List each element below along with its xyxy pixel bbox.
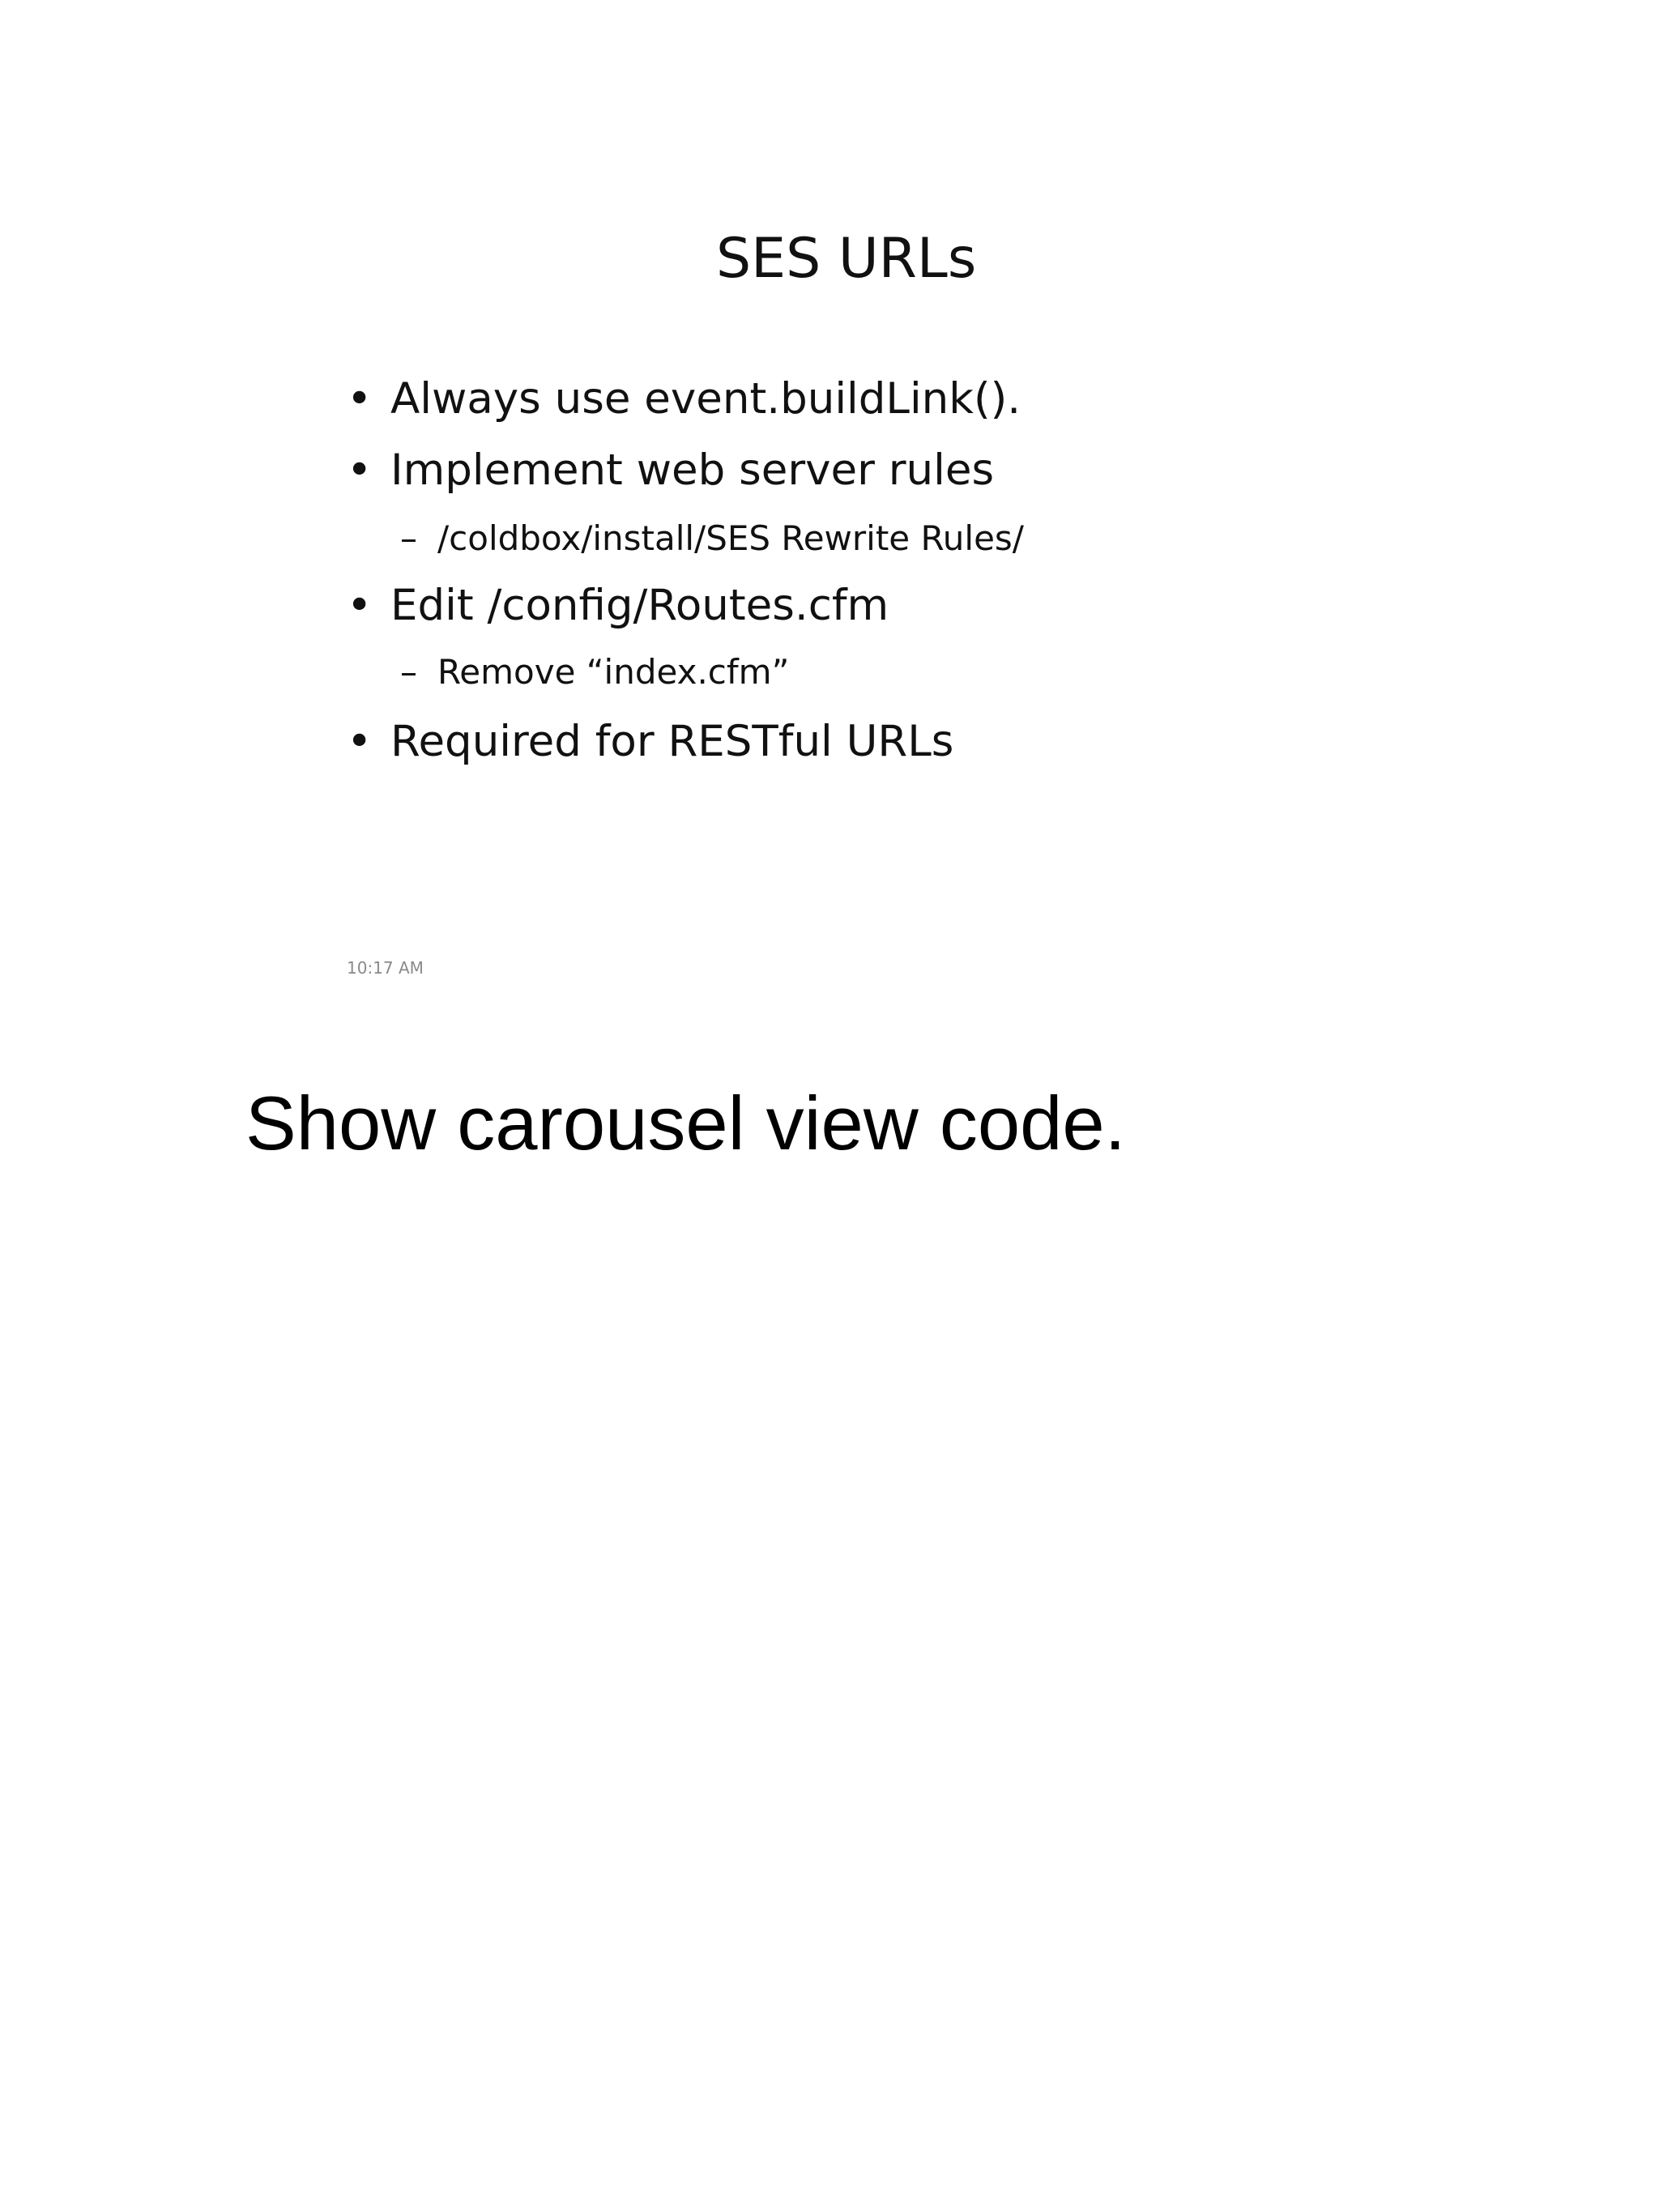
sub-bullet-item [400, 652, 790, 692]
bullet-marker: • [347, 445, 373, 495]
bullet-text: Implement web server rules [390, 445, 995, 495]
sub-bullet-text: /coldbox/install/SES Rewrite Rules/ [437, 518, 1024, 558]
bullet-item [347, 717, 954, 766]
bullet-marker: • [347, 581, 373, 630]
bullet-text: Always use event.buildLink(). [390, 374, 1021, 424]
sub-bullet-text: Remove “index.cfm” [437, 652, 790, 692]
bullet-item [347, 445, 995, 495]
bullet-text: Required for RESTful URLs [390, 717, 954, 766]
bullet-item [347, 374, 1021, 424]
bullet-marker: • [347, 717, 373, 766]
slide-thumbnail [0, 0, 1659, 1012]
bullet-item [347, 581, 889, 630]
slide-title: SES URLs [716, 227, 977, 291]
slide-timestamp: 10:17 AM [347, 958, 424, 978]
bullet-marker: • [347, 374, 373, 424]
bullet-text: Edit /config/Routes.cfm [390, 581, 889, 630]
speaker-note: Show carousel view code. [245, 1080, 1126, 1166]
sub-bullet-item [400, 518, 1024, 558]
dash-marker: – [400, 518, 417, 558]
dash-marker: – [400, 652, 417, 692]
